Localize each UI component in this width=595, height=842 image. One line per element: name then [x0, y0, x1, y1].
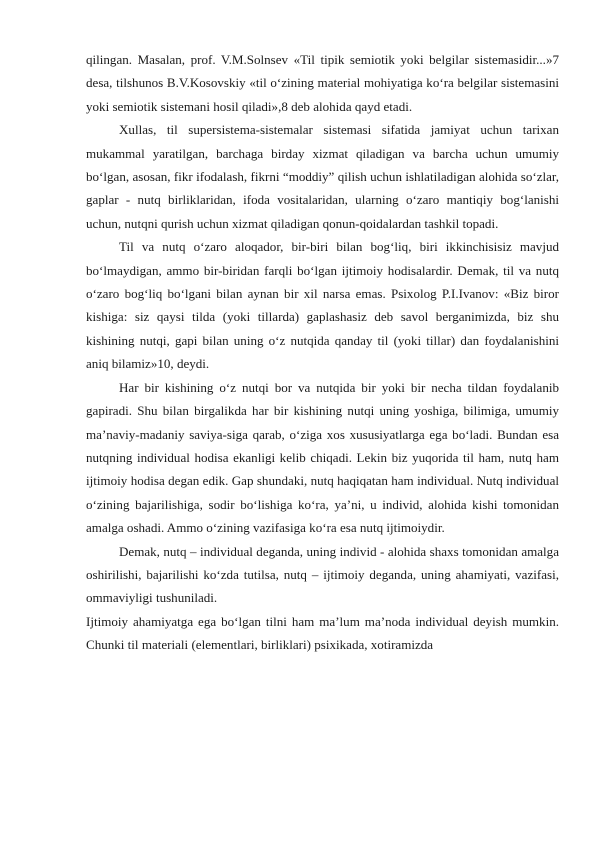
- paragraph-5: Demak, nutq – individual deganda, uning individ - alohida shaxs tomonidan amalga oshirilishi, bajarilishi ko‘zda tutilsa, nutq – ijtimoiy deganda, uning ahamiyati, vazifasi, ommaviyligi tushuniladi.: [86, 543, 559, 606]
- paragraph-3: Til va nutq o‘zaro aloqador, bir-biri bilan bog‘liq, biri ikkinchisisiz mavjud bo‘lmaydigan, ammo bir-biridan farqli bo‘lgan ijtimoiy hodisalardir. Demak, til va nutq o‘zaro bog‘liq bo‘lgani bilan aynan bir xil narsa emas. Psixolog P.I.Ivanov: «Biz biror kishiga: siz qaysi tilda (yoki tillarda) gaplashasiz deb savol berganimizda, biz shu kishining nutqi, gapi bilan uning o‘z nutqida qanday til (yoki tillar) dan foydalanishini aniq bilamiz»10, deydi.: [86, 239, 559, 372]
- document-page: [86, 48, 559, 657]
- paragraph-6: Ijtimoiy ahamiyatga ega bo‘lgan tilni ham ma’lum ma’noda individual deyish mumkin. Chunki til materiali (elementlari, birliklari) psixikada, xotiramizda: [86, 613, 559, 653]
- paragraph-1: qilingan. Masalan, prof. V.M.Solnsev «Til tipik semiotik yoki belgilar sistemasidir...»7 desa, tilshunos B.V.Kosovskiy «til o‘zining material mohiyatiga ko‘ra belgilar sistemasini yoki semiotik sistemani hosil qiladi»,8 deb alohida qayd etadi.: [86, 52, 559, 114]
- paragraph-2: Xullas, til supersistema-sistemalar sistemasi sifatida jamiyat uchun tarixan mukammal yaratilgan, barchaga birday xizmat qiladigan va barcha uchun umumiy bo‘lgan, asosan, fikr ifodalash, fikrni “moddiy” qilish uchun ishlatiladigan alohida so‘zlar, gaplar - nutq birliklaridan, ifoda vositalaridan, ularning o‘zaro mantiqiy bog‘lanishi uchun, nutqni qurish uchun xizmat qiladigan qonun-qoidalardan tashkil topadi.: [86, 122, 559, 231]
- paragraph-4: Har bir kishining o‘z nutqi bor va nutqida bir yoki bir necha tildan foydalanib gapiradi. Shu bilan birgalikda har bir kishining nutqi uning yoshiga, bilimiga, umumiy ma’naviy-madaniy saviya-siga qarab, o‘ziga xos xususiyatlarga ega bo‘ladi. Bundan esa nutqning individual hodisa ekanligi kelib chiqadi. Lekin biz yuqorida til ham, nutq ham ijtimoiy hodisa degan edik. Gap shundaki, nutq haqiqatan ham individual. Nutq individual o‘zining bajarilishiga, sodir bo‘lishiga ko‘ra, ya’ni, u individ, alohida kishi tomonidan amalga oshadi. Ammo o‘zining vazifasiga ko‘ra esa nutq ijtimoiydir.: [86, 379, 559, 536]
